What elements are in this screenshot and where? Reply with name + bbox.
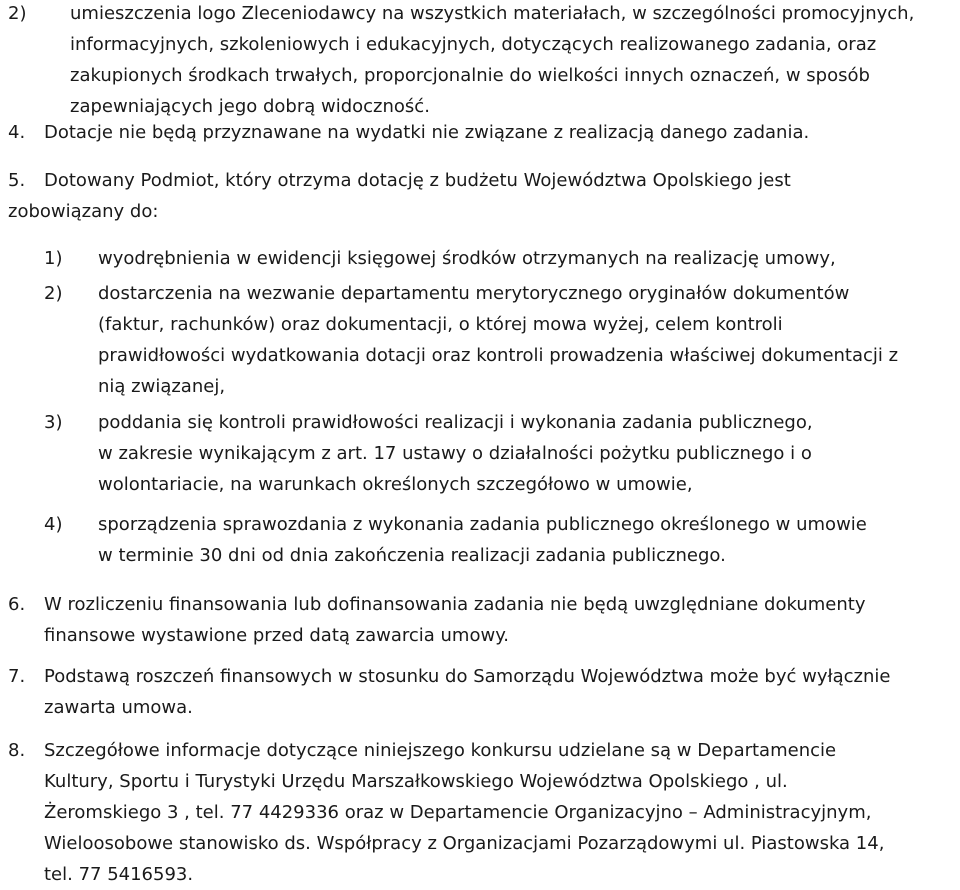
text-line: informacyjnych, szkoleniowych i edukacyjnych, dotyczących realizowanego zadania, oraz <box>70 34 877 55</box>
text-line: zapewniających jego dobrą widoczność. <box>70 96 430 117</box>
text-line: sporządzenia sprawozdania z wykonania zadania publicznego określonego w umowie <box>98 514 867 535</box>
subitem-1-number: 1) <box>44 248 63 269</box>
subitem-4-text <box>98 509 867 571</box>
point-7-number: 7. <box>8 666 26 687</box>
text-line: Kultury, Sportu i Turystyki Urzędu Marszałkowskiego Województwa Opolskiego , ul. <box>44 771 788 792</box>
text-line: w terminie 30 dni od dnia zakończenia realizacji zadania publicznego. <box>98 545 726 566</box>
text-line: Dotacje nie będą przyznawane na wydatki nie związane z realizacją danego zadania. <box>44 122 810 143</box>
subitem-3-text <box>98 407 813 500</box>
text-line: nią związanej, <box>98 376 226 397</box>
text-line: Żeromskiego 3 , tel. 77 4429336 oraz w Departamencie Organizacyjno – Administracyjnym, <box>44 802 872 823</box>
point-6-number: 6. <box>8 594 26 615</box>
text-line: zobowiązany do: <box>8 201 159 222</box>
text-line: W rozliczeniu finansowania lub dofinansowania zadania nie będą uwzględniane dokumenty <box>44 594 866 615</box>
point-5-number: 5. <box>8 170 26 191</box>
text-line: poddania się kontroli prawidłowości realizacji i wykonania zadania publicznego, <box>98 412 813 433</box>
text-line: w zakresie wynikającym z art. 17 ustawy o działalności pożytku publicznego i o <box>98 443 812 464</box>
point-8-number: 8. <box>8 740 26 761</box>
text-line: tel. 77 5416593. <box>44 864 194 885</box>
point-5-text <box>44 165 791 196</box>
text-line: Podstawą roszczeń finansowych w stosunku do Samorządu Województwa może być wyłącznie <box>44 666 891 687</box>
point-7-text <box>44 661 890 723</box>
intro-item-text <box>70 0 914 122</box>
text-line: dostarczenia na wezwanie departamentu merytorycznego oryginałów dokumentów <box>98 283 850 304</box>
subitem-1-text <box>98 243 836 274</box>
text-line: zawarta umowa. <box>44 697 193 718</box>
subitem-3-number: 3) <box>44 412 63 433</box>
point-5-text-continued <box>8 196 158 227</box>
intro-item-number: 2) <box>8 3 27 24</box>
point-4-number: 4. <box>8 122 26 143</box>
text-line: finansowe wystawione przed datą zawarcia umowy. <box>44 625 510 646</box>
text-line: umieszczenia logo Zleceniodawcy na wszystkich materiałach, w szczególności promocyjnych, <box>70 3 915 24</box>
point-4-text <box>44 117 809 148</box>
text-line: Wieloosobowe stanowisko ds. Współpracy z Organizacjami Pozarządowymi ul. Piastowska 14, <box>44 833 885 854</box>
subitem-4-number: 4) <box>44 514 63 535</box>
text-line: Szczegółowe informacje dotyczące niniejszego konkursu udzielane są w Departamencie <box>44 740 837 761</box>
subitem-2-number: 2) <box>44 283 63 304</box>
text-line: Dotowany Podmiot, który otrzyma dotację z budżetu Województwa Opolskiego jest <box>44 170 791 191</box>
text-line: zakupionych środkach trwałych, proporcjonalnie do wielkości innych oznaczeń, w sposób <box>70 65 870 86</box>
point-6-text <box>44 589 866 651</box>
text-line: prawidłowości wydatkowania dotacji oraz kontroli prowadzenia właściwej dokumentacji z <box>98 345 899 366</box>
text-line: wolontariacie, na warunkach określonych szczegółowo w umowie, <box>98 474 693 495</box>
text-line: wyodrębnienia w ewidencji księgowej środków otrzymanych na realizację umowy, <box>98 248 836 269</box>
text-line: (faktur, rachunków) oraz dokumentacji, o której mowa wyżej, celem kontroli <box>98 314 783 335</box>
point-8-text <box>44 735 884 890</box>
subitem-2-text <box>98 278 898 402</box>
